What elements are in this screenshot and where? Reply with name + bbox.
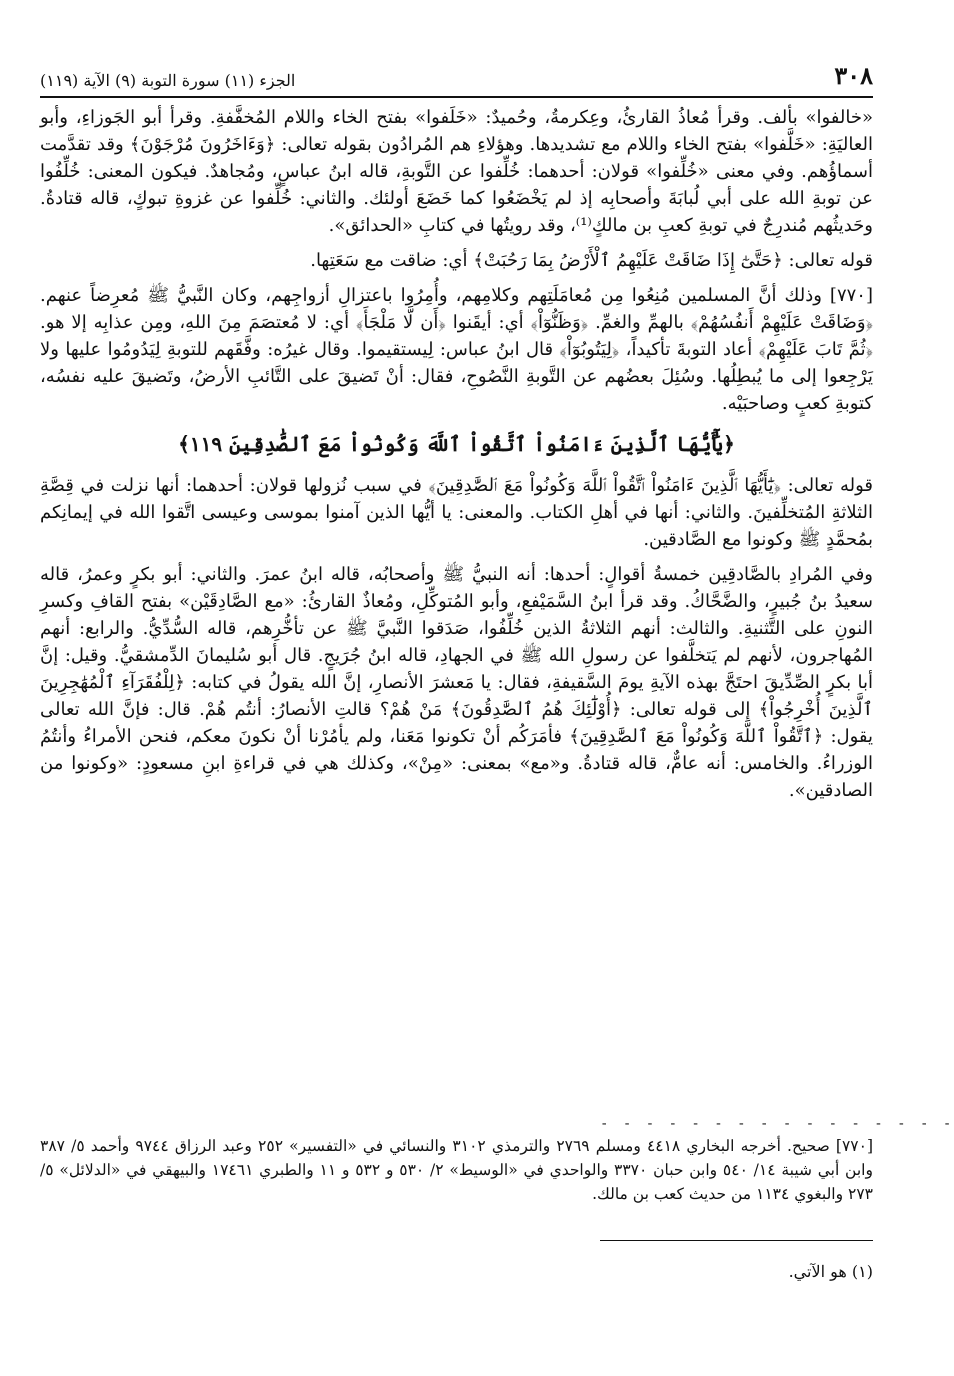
paragraph-3: [٧٧٠] وذلك أنَّ المسلمين مُنِعُوا مِن مُعامَلَتِهم وكلامِهم، وأُمِرُوا باعتزالِ أزواجِهم، وكان النَّبيُّ ﷺ مُعرِضاً عنهم. ﴿وَضَاقَتْ عَلَيْهِمْ أَنفُسُهُمْ﴾ بالهمِّ والغمِّ. ﴿وَظَنُّوٓاْ﴾ أي: أيقَنوا ﴿أَن لَّا مَلْجَأَ﴾ أي: لا مُعتصَمَ مِنَ اللهِ، ومِن عذابِه إلا هو. ﴿ثُمَّ تَابَ عَلَيْهِمْ﴾ أعاد التوبةَ تأكيداً، ﴿لِيَتُوبُوٓاْ﴾ قال ابنُ عباس: لِيستقيموا. وقال غيرُه: وفَّقَهم للتوبةِ لِيَدُومُوا عليها ولا يَرْجِعوا إلى ما يُبطِلُها. وسُئِلَ بعضُهم عن التَّوبةِ النَّصُوحِ، فقال: أنْ تَضيقَ على التَّائبِ الأرضُ، وتَضيقَ عليه نفسُه، كتوبةِ كعبٍ وصاحبَيْه. <box>40 285 873 414</box>
page-header <box>40 58 873 90</box>
verse-heading: ﴿يَٰٓأَيُّهَا ٱلَّذِينَ ءَامَنُواْ ٱتَّقُواْ ٱللَّهَ وَكُونُواْ مَعَ ٱلصَّٰدِقِينَ ١١٩﴾ <box>178 432 735 456</box>
paragraph-2: قوله تعالى: ﴿حَتَّىٰٓ إِذَا ضَاقَتْ عَلَيْهِمُ ٱلْأَرْضُ بِمَا رَحُبَتْ﴾ أي: ضاقت مع سَعَتِها. <box>310 250 873 271</box>
hadith-reference-note: [٧٧٠] صحيح. أخرجه البخاري ٤٤١٨ ومسلم ٢٧٦٩ والترمذي ٣١٠٢ والنسائي في «التفسير» ٢٥٢ وعبد الرزاق ٩٧٤٤ وأحمد ٥/ ٣٨٧ وابن أبي شيبة ١٤/ ٥٤٠ وابن حبان ٣٣٧٠ والواحدي في «الوسيط» ٢/ ٥٣٠ و ٥٣٢ و ١١ والطبري ١٧٤٦١ والبيهقي في «الدلائل» ٥/ ٢٧٣ والبغوي ١١٣٤ من حديث كعب بن مالك. <box>40 1137 874 1203</box>
footnote-rule <box>600 1240 873 1241</box>
running-head: الجزء (١١) سورة التوبة (٩) الآية (١١٩) <box>40 71 296 90</box>
paragraph-1: «خالفوا» بألف. وقرأ مُعاذُ القارئُ، وعِكرمةُ، وحُميدٌ: «خَلَفوا» بفتح الخاء واللام المُخفَّفةِ. وقرأ أبو الجَوزاءِ، وأبو العاليَةِ: «خَلَّفوا» بفتح الخاء واللام مع تشديدها. وهؤلاءِ هم المُرادُون بقوله تعالى: ﴿وَءَاخَرُونَ مُرْجَوْنَ﴾ وقد تقدَّمت أسماؤُهم. وفي معنى «خُلِّفوا» قولان: أحدهما: خُلِّفوا عن التَّوبةِ، قاله ابنُ عباسٍ، ومُجاهدٌ. فيكون المعنى: خُلِّفُوا عن توبةِ الله على أبي لُبابَةَ وأصحابِه إذ لم يَخْضَعُوا كما خَضَعَ أولئك. والثاني: خُلِّفوا عن غزوةِ تبوكٍ، قاله قتادةُ. وحَديثُهم مُندرِجٌ في توبةِ كعبِ بن مالكٍ⁽¹⁾، وقد رويتُها في كتابِ «الحدائق». <box>40 107 873 236</box>
header-rule <box>40 96 873 98</box>
paragraph-5: وفي المُرادِ بالصَّادقِين خمسةُ أقوالٍ: أحدها: أنه النبيُّ ﷺ وأصحابُه، قاله ابنُ عمرَ. والثاني: أبو بكرٍ وعمرُ، قاله سعيدُ بنُ جُبيرٍ، والضَّحَّاكُ. وقد قرأ ابنُ السَّمَيْفعِ، وأبو المُتوكِّلِ، ومُعاذٌ القارئُ: «مع الصَّادِقَيْن» بفتح القافِ وكسرِ النونِ على التَّثنيةِ. والثالث: أنهم الثلاثةُ الذين خُلِّفُوا، صَدَقوا النَّبيَّ ﷺ عن تأخُّرِهم، قاله السُّدِّيُّ. والرابع: أنهم المُهاجرون، لأنهم لم يَتخلَّفوا عن رسولِ الله ﷺ في الجهادِ، قاله ابنُ جُرَيجٍ. قال أبو سُليمانَ الدِّمشقيُّ. وقيل: إنَّ أبا بكرٍ الصِّدِّيقَ احتَجَّ بهذه الآيةِ يومَ السَّقيفةِ، فقال: يا مَعشرَ الأنصارِ، إنَّ الله يقولُ في كتابه: ﴿لِلْفُقَرَآءِ ٱلْمُهَٰجِرِينَ ٱلَّذِينَ أُخْرِجُواْ﴾ إلى قوله تعالى: ﴿أُوْلَٰٓئِكَ هُمُ ٱلصَّٰدِقُونَ﴾ مَنْ هُمْ؟ قالتِ الأنصارُ: أنتُم هُمْ. قال: فإنَّ الله تعالى يقول: ﴿ٱتَّقُواْ ٱللَّهَ وَكُونُواْ مَعَ ٱلصَّٰدِقِينَ﴾ فأمَرَكُم أنْ تكونوا مَعَنا، ولم يأمُرْنا أنْ نكونَ معكم، فنحن الأمراءُ وأنتُمُ الوزراءُ. والخامس: أنه عامٌّ، قاله قتادةُ. و«مع» بمعنى: «مِنْ»، وكذلك هي في قراءةِ ابنِ مسعودٍ: «وكونوا من الصادقين». <box>40 564 873 801</box>
separator-dashes: - - - - - - - - - - - - - - - - <box>600 1116 954 1132</box>
main-text <box>40 104 873 812</box>
page-number: ٣٠٨ <box>834 61 873 90</box>
footnote: (١) هو الآتي. <box>788 1262 873 1281</box>
paragraph-4: قوله تعالى: ﴿يَٰٓأَيُّهَا ٱلَّذِينَ ءَامَنُواْ ٱتَّقُواْ ٱللَّهَ وَكُونُواْ مَعَ ٱلصَّٰدِقِينَ﴾ في سبب نُزولها قولان: أحدهما: أنها نزلت في قِصَّةِ الثلاثةِ المُتخلِّفينَ. والثاني: أنها في أهلِ الكتاب. والمعنى: يا أيُّها الذين آمنوا بموسى وعيسى اتَّقوا الله في إيمانِكم بمُحمَّدٍ ﷺ وكونوا مع الصَّادقين. <box>40 475 873 550</box>
